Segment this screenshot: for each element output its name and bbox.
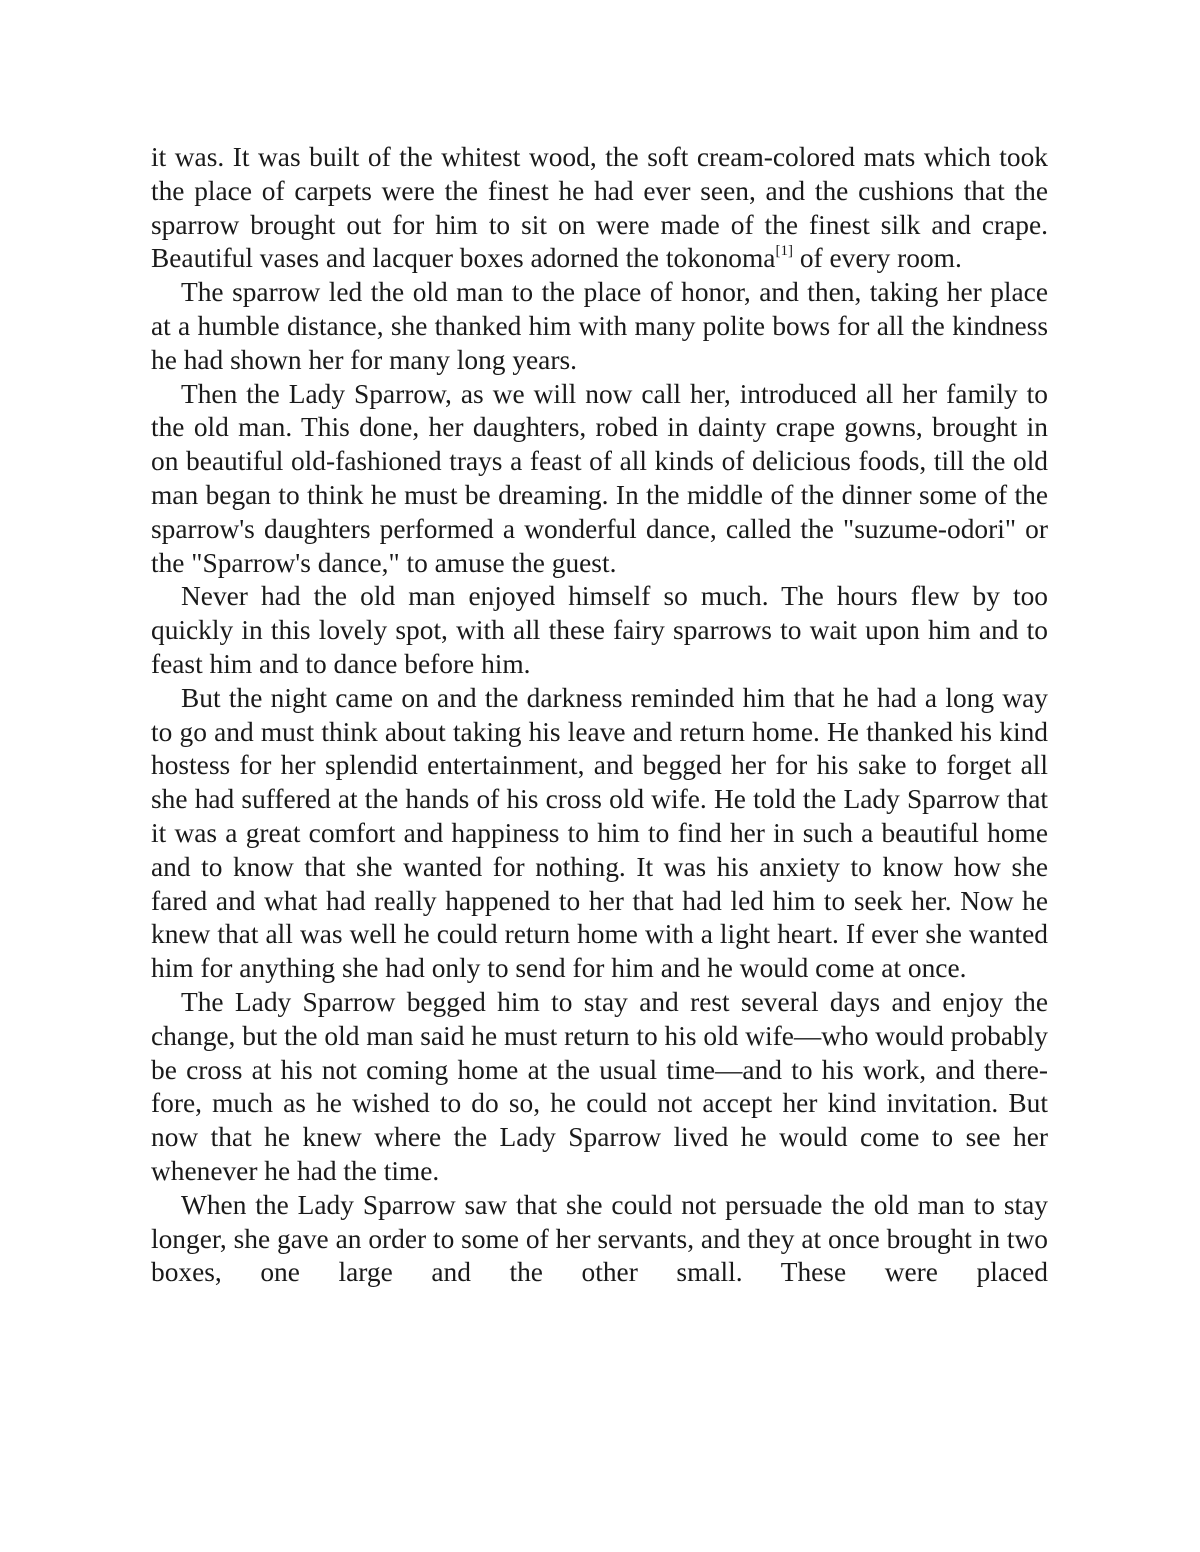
paragraph-4: Never had the old man enjoyed himself so much. The hours flew by too quickly in this lovely spot, with all these fairy sparrows to wait upon him and to feast him and to dance before him.	[151, 581, 1048, 679]
paragraph-1-text-start: it was. It was built of the whitest wood, the soft cream-colored mats which took the place of carpets were the finest he had ever seen, and the cushions that the sparrow brought out for him to sit on were made of the finest silk and crape. Beautiful vases and lacquer boxes adorned the tokonoma	[151, 142, 1048, 274]
paragraph-2: The sparrow led the old man to the place of honor, and then, taking her place at a humble distance, she thanked him with many polite bows for all the kindness he had shown her for many long years.	[151, 277, 1048, 375]
paragraph-5: But the night came on and the darkness reminded him that he had a long way to go and must think about taking his leave and return home. He thanked his kind hostess for her splendid entertainment, and begged her for his sake to forget all she had suffered at the hands of his cross old wife. He told the Lady Sparrow that it was a great comfort and happiness to him to find her in such a beautiful home and to know that she wanted for nothing. It was his anxiety to know how she fared and what had really happened to her that had led him to seek her. Now he knew that all was well he could return home with a light heart. If ever she wanted him for anything she had only to send for him and he would come at once.	[151, 682, 1048, 984]
book-page	[151, 141, 1048, 1290]
paragraph-3: Then the Lady Sparrow, as we will now call her, introduced all her family to the old man. This done, her daughters, robed in dainty crape gowns, brought in on beautiful old-fashioned trays a feast of all kinds of delicious foods, till the old man began to think he must be dreaming. In the middle of the dinner some of the sparrow's daughters performed a wonderful dance, called the "suzume-odori" or the "Sparrow's dance," to amuse the guest.	[151, 378, 1048, 578]
paragraph-1-text-end: of every room.	[792, 243, 962, 274]
footnote-ref-link[interactable]: [1]	[775, 243, 793, 260]
paragraph-1	[151, 141, 1048, 276]
paragraph-7: When the Lady Sparrow saw that she could not persuade the old man to stay longer, she gave an order to some of her servants, and they at once brought in two boxes, one large and the other small. These were placed	[151, 1189, 1048, 1288]
paragraph-6: The Lady Sparrow begged him to stay and rest several days and enjoy the change, but the old man said he must return to his old wife—who would probably be cross at his not coming home at the usual time—and to his work, and there-fore, much as he wished to do so, he could not accept her kind invitation. But now that he knew where the Lady Sparrow lived he would come to see her whenever he had the time.	[151, 986, 1048, 1186]
